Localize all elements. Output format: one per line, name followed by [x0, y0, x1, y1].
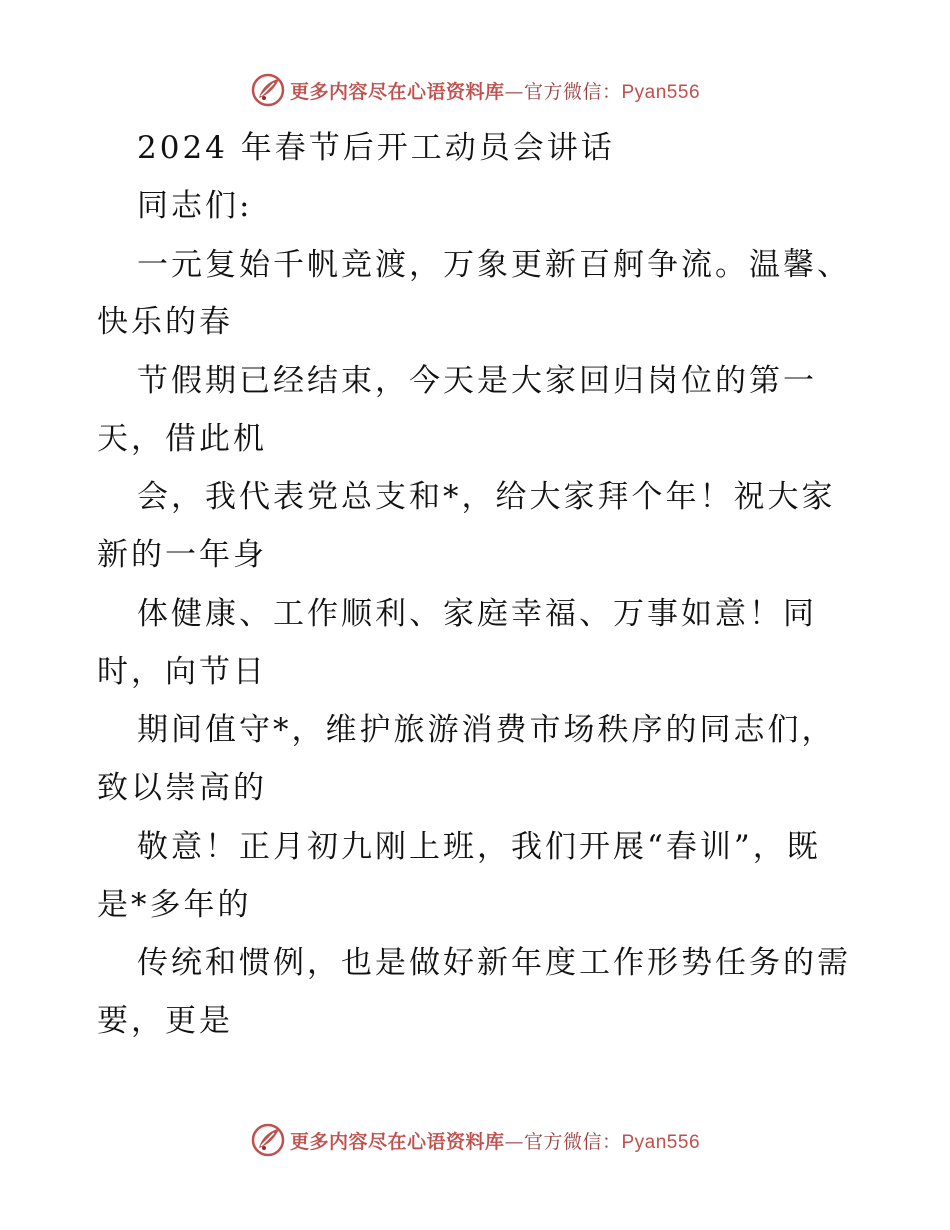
watermark-text [290, 77, 700, 104]
leaf-pen-logo-icon [250, 72, 286, 108]
watermark-text [290, 1127, 700, 1154]
text-line: 体健康、工作顺利、家庭幸福、万事如意！同 [137, 596, 817, 632]
leaf-pen-logo-icon [250, 1122, 286, 1158]
text-line: 新的一年身 [97, 537, 267, 573]
watermark-brand: 更多内容尽在心语资料库 [289, 80, 505, 103]
watermark-brand: 更多内容尽在心语资料库 [289, 1130, 505, 1153]
text-line: 一元复始千帆竞渡，万象更新百舸争流。温馨、 [137, 247, 851, 283]
text-line: 会，我代表党总支和*，给大家拜个年！祝大家 [137, 479, 836, 515]
salutation: 同志们: [137, 188, 253, 224]
text-line: 传统和惯例，也是做好新年度工作形势任务的需 [137, 945, 851, 981]
text-line: 敬意！正月初九刚上班，我们开展“春训”，既 [137, 829, 821, 865]
watermark-wechat-id: Pyan556 [621, 1131, 701, 1153]
watermark-wechat-id: Pyan556 [621, 81, 701, 103]
text-line: 致以崇高的 [97, 770, 267, 806]
watermark-separator: — [504, 80, 524, 103]
watermark-wechat-label: 官方微信： [523, 1130, 622, 1153]
text-line: 要，更是 [97, 1003, 233, 1039]
text-line: 是*多年的 [97, 887, 252, 923]
watermark-separator: — [504, 1130, 524, 1153]
text-line: 快乐的春 [97, 304, 233, 340]
watermark-wechat-label: 官方微信： [523, 80, 622, 103]
text-line: 节假期已经结束，今天是大家回归岗位的第一 [137, 363, 817, 399]
footer-watermark [0, 1120, 950, 1160]
text-line: 天，借此机 [97, 421, 267, 457]
document-title: 2024 年春节后开工动员会讲话 [137, 130, 615, 166]
header-watermark [0, 70, 950, 110]
text-line: 时，向节日 [97, 654, 267, 690]
text-line: 期间值守*，维护旅游消费市场秩序的同志们， [137, 712, 836, 748]
